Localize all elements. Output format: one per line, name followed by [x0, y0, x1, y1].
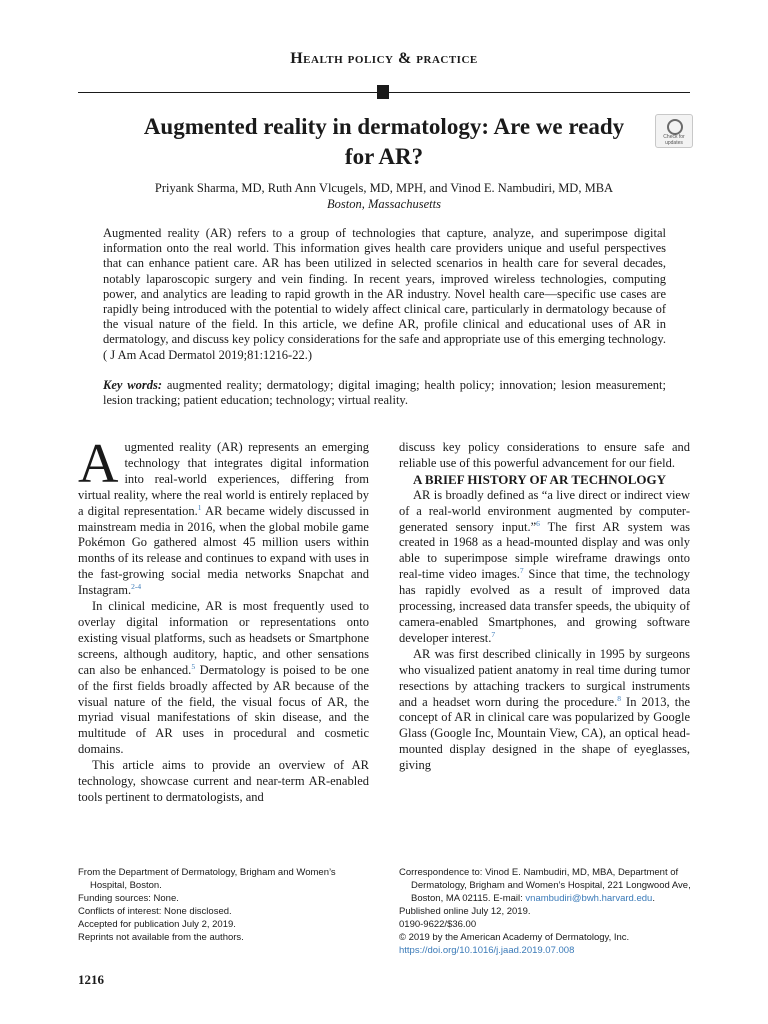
footnotes-left [78, 866, 374, 944]
citation[interactable]: 8 [617, 693, 621, 703]
footnote-copyright: © 2019 by the American Academy of Dermatology, Inc. [399, 932, 630, 943]
article-title: Augmented reality in dermatology: Are we ready for AR? [143, 114, 625, 169]
citation[interactable]: 7 [519, 566, 524, 576]
body-paragraph: In clinical medicine, AR is most frequently used to overlay digital information or representations onto existing visual platforms, such as headsets or Smartphone screens, although auditory, haptic, and other sensations can also be enhanced.$^5$ Dermatology is poised to be one of the first fields broadly affected by AR because of the visual nature of the field, the visual focus of AR, the myriad visual manifestations of skin disease, and the multitude of AR uses in procedural and cosmetic domains. [78, 599, 369, 757]
body-paragraph: Augmented reality (AR) represents an emerging technology that integrates digital information into real-world experiences, differing from virtual reality, where the real world is entirely replaced by a digital representation.$^1$ AR became widely discussed in mainstream media in 2016, when the global mobile game Pokémon Go gathered almost 45 million users within months of its release and continues to expand with uses in the fast-growing social media networks Snapchat and Instagram.$^{2-4}$ [78, 433, 369, 598]
footnote-accepted: Accepted for publication July 2, 2019. [78, 919, 236, 930]
body-paragraph: AR is broadly defined as “a live direct or indirect view of a real-world environment augmented by computer-generated sensory input.”$^6$ The first AR system was created in 1968 as a head-mounted display and was only able to superimpose simple wireframe drawings onto real-time video images.$^7$ Since that time, the technology has rapidly evolved as a result of improved data processing, increased data transfer speeds, the ubiquity of camera-enabled Smartphones, and growing software developer interest.$^7$ [399, 487, 690, 645]
footnote-correspondence: Correspondence to: Vinod E. Nambudiri, MD, MBA, Department of Dermatology, Brigham and Women’s Hospital, 221 Longwood Ave, Boston, MA 02115. E-mail: vnambudiri@bwh.harvard.edu. [399, 867, 691, 904]
author-location: Boston, Massachusetts [327, 197, 441, 211]
keywords-text: augmented reality; dermatology; digital imaging; health policy; innovation; lesion measurement; lesion tracking; patient education; technology; virtual reality. [103, 378, 666, 408]
footnote-issn: 0190-9622/$36.00 [399, 919, 477, 930]
page-number: 1216 [78, 972, 104, 987]
body-paragraph: discuss key policy considerations to ensure safe and reliable use of this powerful advancement for our field. [399, 440, 690, 470]
citation[interactable]: 5 [191, 661, 196, 671]
footnote-reprints: Reprints not available from the authors. [78, 932, 244, 943]
citation[interactable]: 6 [536, 518, 540, 528]
check-for-updates-icon[interactable] [655, 114, 693, 148]
check-for-updates-label: Check for updates [663, 134, 685, 146]
abstract: Augmented reality (AR) refers to a group of technologies that capture, analyze, and superimpose digital information onto the real world. This information gives health care providers unique and useful perspectives that can enhance patient care. AR has been utilized in selected scenarios in health care for several decades, notably laparoscopic surgery and vein finding. In recent years, improved wireless technologies, computing power, and analytics are leading to rapid growth in the AR industry. Novel health care—specific use cases are rapidly being introduced with the potential to widely affect clinical care, particularly in dermatology because of the visual nature of the field. In this article, we define AR, profile clinical and educational uses of AR in dermatology, and discuss key policy considerations for the safe and appropriate use of this emerging technology. ( J Am Acad Dermatol 2019;81:1216-22.) [103, 226, 666, 362]
email-link[interactable]: vnambudiri@bwh.harvard.edu [525, 893, 653, 904]
keywords-label: Key words: [103, 378, 163, 392]
section-header: Health policy & practice [290, 50, 478, 67]
footnotes-right [399, 866, 695, 957]
citation[interactable]: 2-4 [131, 582, 142, 591]
section-heading: A BRIEF HISTORY OF AR TECHNOLOGY [413, 471, 666, 487]
body-paragraph: AR was first described clinically in 1995 by surgeons who visualized patient anatomy in real time during tumor resections by attaching trackers to surgical instruments and a headset worn during the procedure.$^8$ In 2013, the concept of AR in clinical care was popularized by Google Glass (Google Inc, Mountain View, CA), an optical head-mounted display designed in the shape of eyeglasses, giving [399, 646, 690, 773]
dropcap: A [78, 433, 119, 495]
body-column-right [399, 440, 690, 774]
footnote-funding: Funding sources: None. [78, 893, 179, 904]
citation[interactable]: 1 [197, 502, 202, 512]
citation[interactable]: 7 [491, 629, 496, 639]
body-paragraph: This article aims to provide an overview of AR technology, showcase current and near-term AR-enabled tools pertinent to dermatologists, and [78, 758, 369, 804]
footnote-conflicts: Conflicts of interest: None disclosed. [78, 906, 232, 917]
body-column-left [78, 433, 369, 806]
keywords [103, 378, 666, 408]
footnote-affiliation: From the Department of Dermatology, Brigham and Women’s Hospital, Boston. [78, 867, 336, 891]
footnote-published: Published online July 12, 2019. [399, 906, 531, 917]
author-list: Priyank Sharma, MD, Ruth Ann Vlcugels, MD, MPH, and Vinod E. Nambudiri, MD, MBA [154, 181, 614, 195]
header-rule-mark [377, 85, 389, 99]
doi-link[interactable]: https://doi.org/10.1016/j.jaad.2019.07.008 [399, 945, 575, 956]
